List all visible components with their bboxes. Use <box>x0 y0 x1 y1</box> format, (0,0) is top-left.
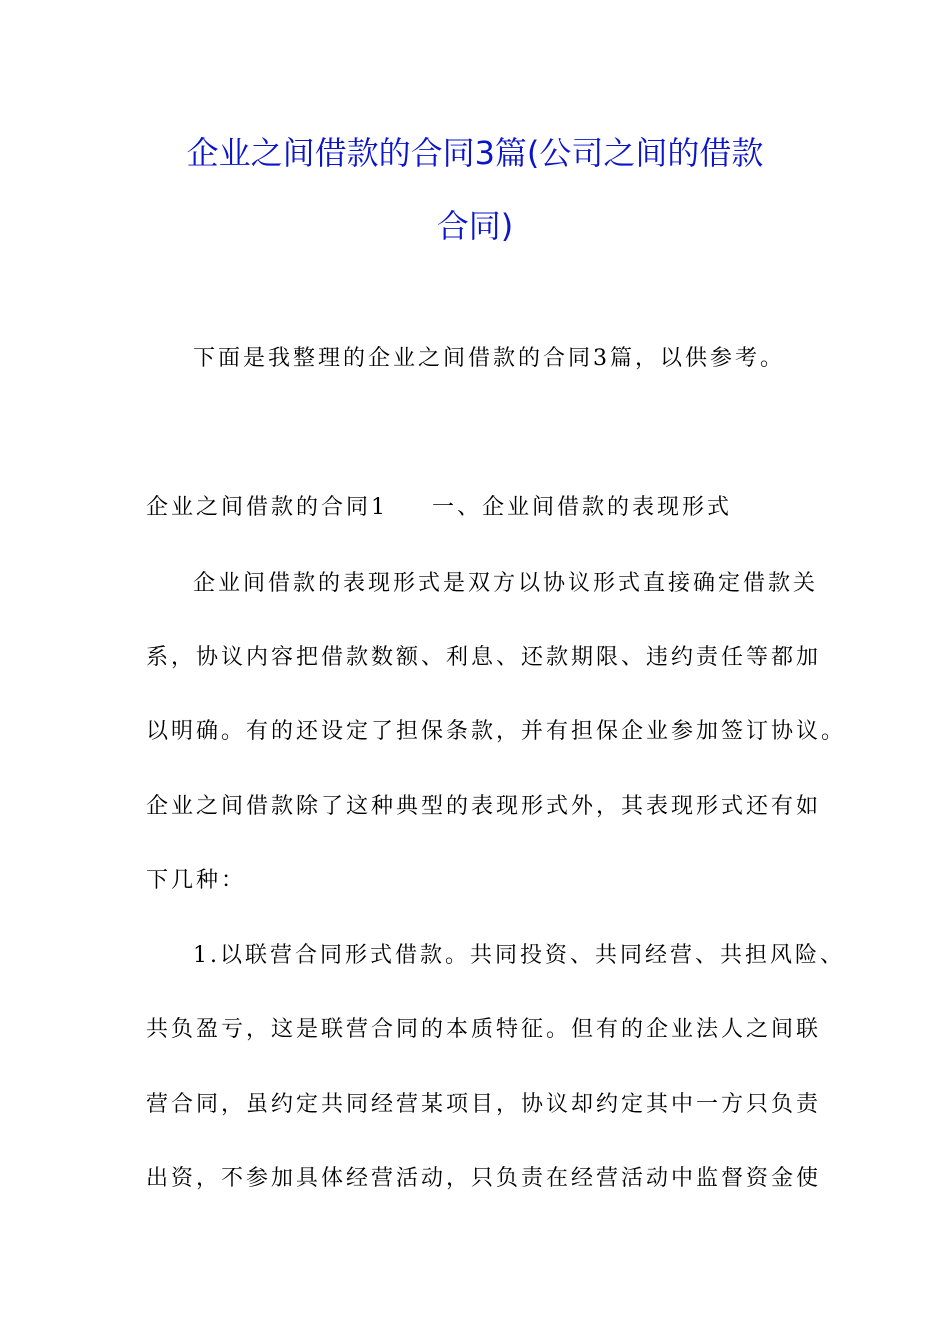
paragraph-line: 营合同，虽约定共同经营某项目，协议却约定其中一方只负责 <box>146 1092 822 1117</box>
section-heading-row <box>146 492 732 524</box>
document-title-line-2: 合同) <box>436 207 514 245</box>
contract-heading: 企业之间借款的合同1 <box>146 495 388 520</box>
intro-paragraph: 下面是我整理的企业之间借款的合同3篇，以供参考。 <box>193 346 785 371</box>
paragraph-line: 系，协议内容把借款数额、利息、还款期限、违约责任等都加 <box>146 645 822 670</box>
paragraph-line: 下几种： <box>146 868 247 893</box>
section-subheading: 一、企业间借款的表现形式 <box>432 495 733 520</box>
paragraph-line: 以明确。有的还设定了担保条款，并有担保企业参加签订协议。 <box>146 719 847 744</box>
paragraph-line: 共负盈亏，这是联营合同的本质特征。但有的企业法人之间联 <box>146 1017 822 1042</box>
paragraph-line: 企业之间借款除了这种典型的表现形式外，其表现形式还有如 <box>146 794 822 819</box>
document-title-line-1: 企业之间借款的合同3篇(公司之间的借款 <box>186 134 764 172</box>
list-item-line: 1.以联营合同形式借款。共同投资、共同经营、共担风险、 <box>193 943 845 968</box>
paragraph-line: 企业间借款的表现形式是双方以协议形式直接确定借款关 <box>193 571 819 596</box>
paragraph-line: 出资，不参加具体经营活动，只负责在经营活动中监督资金使 <box>146 1166 822 1191</box>
